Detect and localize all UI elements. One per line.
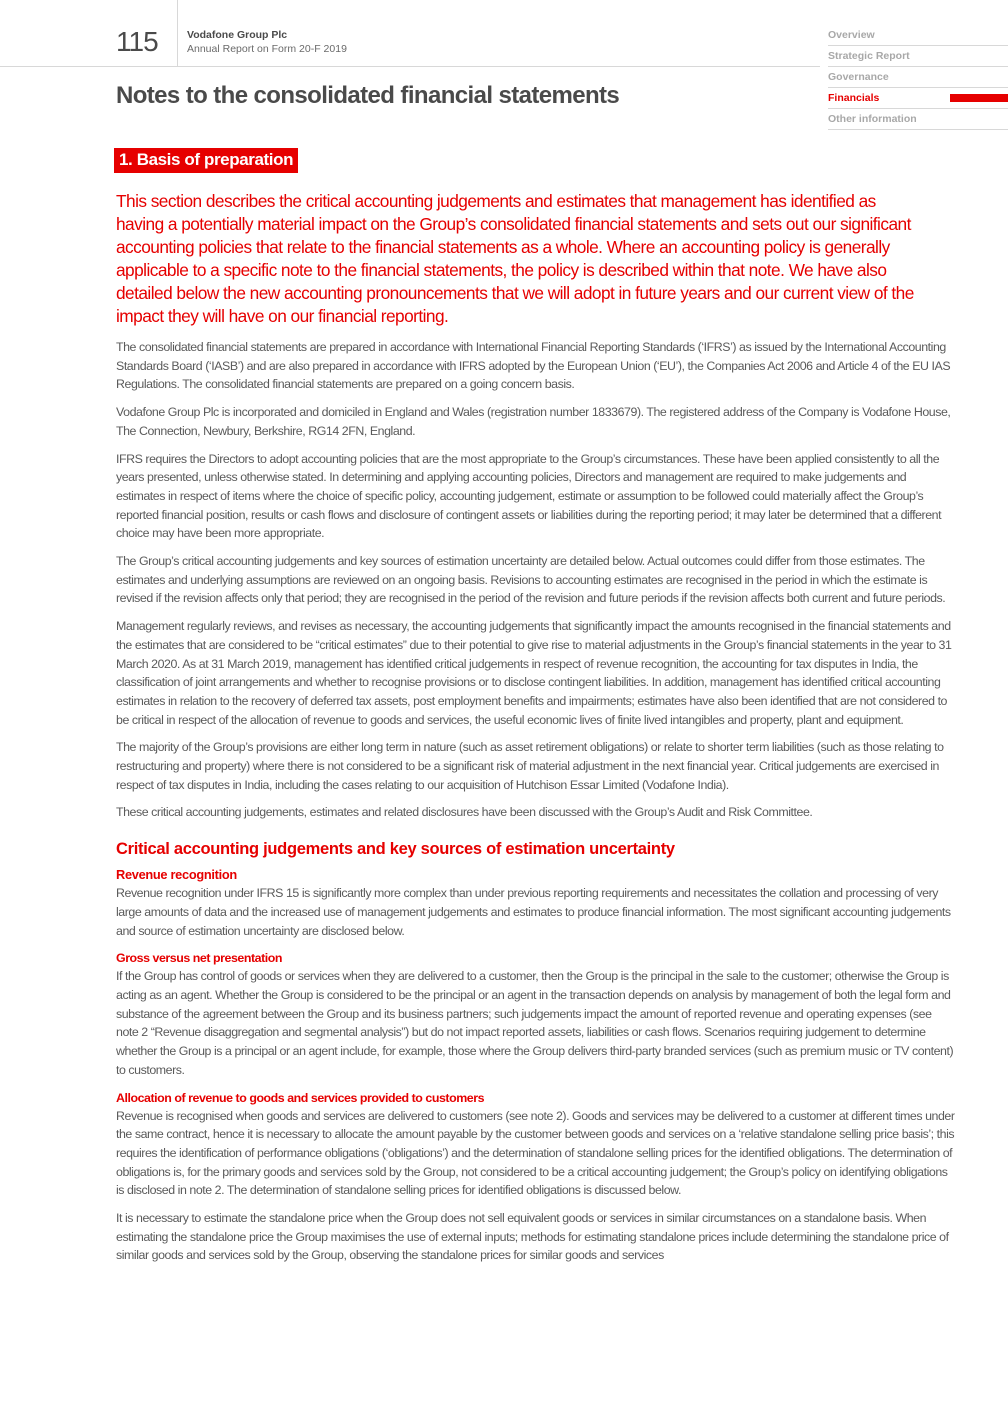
- company-name: Vodafone Group Plc: [187, 29, 288, 41]
- paragraph: The majority of the Group’s provisions are either long term in nature (such as asset retirement obligations) or relate to shorter term liabilities (such as those relating to restructuring and property) where there is not considered to be a significant risk of material adjustment in the next financial year. Critical judgements are exercised in respect of tax disputes in India, including the cases relating to our acquisition of Hutchison Essar Limited (Vodafone India).: [116, 740, 944, 792]
- allocation-heading: Allocation of revenue to goods and services provided to customers: [116, 1090, 485, 1105]
- revenue-recognition-text: Revenue recognition under IFRS 15 is significantly more complex than under previous reporting requirements and necessitates the collation and processing of very large amounts of data and the increased use of management judgements and estimates to produce financial information. The most significant accounting judgements and source of estimation uncertainty are disclosed below.: [116, 886, 951, 938]
- nav-label: Overview: [828, 29, 875, 41]
- gross-vs-net-heading: Gross versus net presentation: [116, 951, 282, 966]
- critical-judgements-heading: Critical accounting judgements and key sources of estimation uncertainty: [116, 840, 675, 859]
- nav-label: Governance: [828, 71, 889, 83]
- active-indicator: [950, 94, 1008, 102]
- report-name: Annual Report on Form 20-F 2019: [187, 43, 347, 55]
- paragraph: These critical accounting judgements, estimates and related disclosures have been discussed with the Group’s Audit and Risk Committee.: [116, 805, 813, 820]
- nav-label: Strategic Report: [828, 50, 910, 62]
- allocation-text: Revenue is recognised when goods and services are delivered to customers (see note 2). Goods and services may be delivered to a customer at different times under the same contract, hence it is necessary to allocate the amount payable by the customer between goods and services on a ‘relative standalone selling price basis’; this requires the identification of performance obligations (‘obligations’) and the determination of standalone selling prices for the identified obligations. The determination of obligations is, for the primary goods and services sold by the Group, not considered to be a critical accounting judgement; the Group’s policy on identifying obligations is disclosed in note 2. The determination of standalone selling prices for identified obligations is discussed below.: [116, 1108, 955, 1198]
- paragraph: The Group’s critical accounting judgements and key sources of estimation uncertainty are detailed below. Actual outcomes could differ from those estimates. The estimates and underlying assumptions are reviewed on an ongoing basis. Revisions to accounting estimates are recognised in the period in which the estimate is revised if the revision affects only that period; they are recognised in the period of the revision and future periods if the revision affects both current and future periods.: [116, 554, 946, 606]
- header-divider: [177, 0, 178, 66]
- page-title: Notes to the consolidated financial statements: [116, 82, 620, 109]
- paragraph: Management regularly reviews, and revises as necessary, the accounting judgements that significantly impact the amounts recognised in the financial statements and the estimates that are considered to be “critical estimates” due to their potential to give rise to material adjustments in the Group’s financial statements in the year to 31 March 2020. As at 31 March 2019, management has identified critical judgements in respect of revenue recognition, the accounting for tax disputes in India, the classification of joint arrangements and whether to recognise provisions or to disclose contingent liabilities. In addition, management has identified critical accounting estimates in relation to the recovery of deferred tax assets, post employment benefits and impairments; estimates have also been identified that are not considered to be critical in respect of the allocation of revenue to goods and services, the useful economic lives of finite lived intangibles and property, plant and equipment.: [116, 619, 952, 727]
- section-intro: This section describes the critical accounting judgements and estimates that management has identified as having a potentially material impact on the Group’s consolidated financial statements and sets out our significant accounting policies that relate to the financial statements as a whole. Where an accounting policy is generally applicable to a specific note to the financial statements, the policy is described within that note. We have also detailed below the new accounting pronouncements that we will adopt in future years and our current view of the impact they will have on our financial reporting.: [116, 191, 914, 326]
- revenue-recognition-heading: Revenue recognition: [116, 867, 237, 883]
- section-nav: [828, 25, 1008, 130]
- section-badge: 1. Basis of preparation: [114, 148, 298, 173]
- standalone-price-text: It is necessary to estimate the standalone price when the Group does not sell equivalent goods or services in similar circumstances on a standalone basis. When estimating the standalone price the Group maximises the use of external inputs; methods for estimating standalone prices include determining the standalone price of similar goods and services sold by the Group, observing the standalone prices for similar goods and services: [116, 1211, 949, 1263]
- gross-vs-net-text: If the Group has control of goods or services when they are delivered to a customer, then the Group is the principal in the sale to the customer; otherwise the Group is acting as an agent. Whether the Group is considered to be the principal or an agent in the transaction depends on analysis by management of both the legal form and substance of the agreement between the Group and its business partners; such judgements impact the amount of reported revenue and operating expenses (see note 2 “Revenue disaggregation and segmental analysis”) but do not impact reported assets, liabilities or cash flows. Scenarios requiring judgement to determine whether the Group is a principal or an agent include, for example, those where the Group delivers third-party branded services (such as premium music or TV content) to customers.: [116, 969, 954, 1077]
- paragraph: IFRS requires the Directors to adopt accounting policies that are the most appropriate to the Group’s circumstances. These have been applied consistently to all the years presented, unless otherwise stated. In determining and applying accounting policies, Directors and management are required to make judgements and estimates in respect of items where the choice of specific policy, accounting judgement, estimate or assumption to be followed could materially affect the Group’s reported financial position, results or cash flows and disclosure of contingent assets or liabilities during the reporting period; it may later be determined that a different choice may have been more appropriate.: [116, 451, 942, 541]
- page-number: 115: [116, 26, 158, 57]
- nav-item-governance[interactable]: [828, 67, 1008, 88]
- nav-item-financials[interactable]: [828, 88, 1008, 109]
- nav-item-overview[interactable]: [828, 25, 1008, 46]
- body-content: [116, 338, 956, 1274]
- nav-item-other-information[interactable]: [828, 109, 1008, 130]
- header-rule: [0, 66, 820, 67]
- paragraph: The consolidated financial statements are prepared in accordance with International Financial Reporting Standards (‘IFRS’) as issued by the International Accounting Standards Board (‘IASB’) and are also prepared in accordance with IFRS adopted by the European Union (‘EU’), the Companies Act 2006 and Article 4 of the EU IAS Regulations. The consolidated financial statements are prepared on a going concern basis.: [116, 340, 951, 392]
- paragraph: Vodafone Group Plc is incorporated and domiciled in England and Wales (registration number 1833679). The registered address of the Company is Vodafone House, The Connection, Newbury, Berkshire, RG14 2FN, England.: [116, 405, 951, 438]
- nav-label: Other information: [828, 113, 917, 125]
- nav-label: Financials: [828, 92, 880, 104]
- nav-item-strategic-report[interactable]: [828, 46, 1008, 67]
